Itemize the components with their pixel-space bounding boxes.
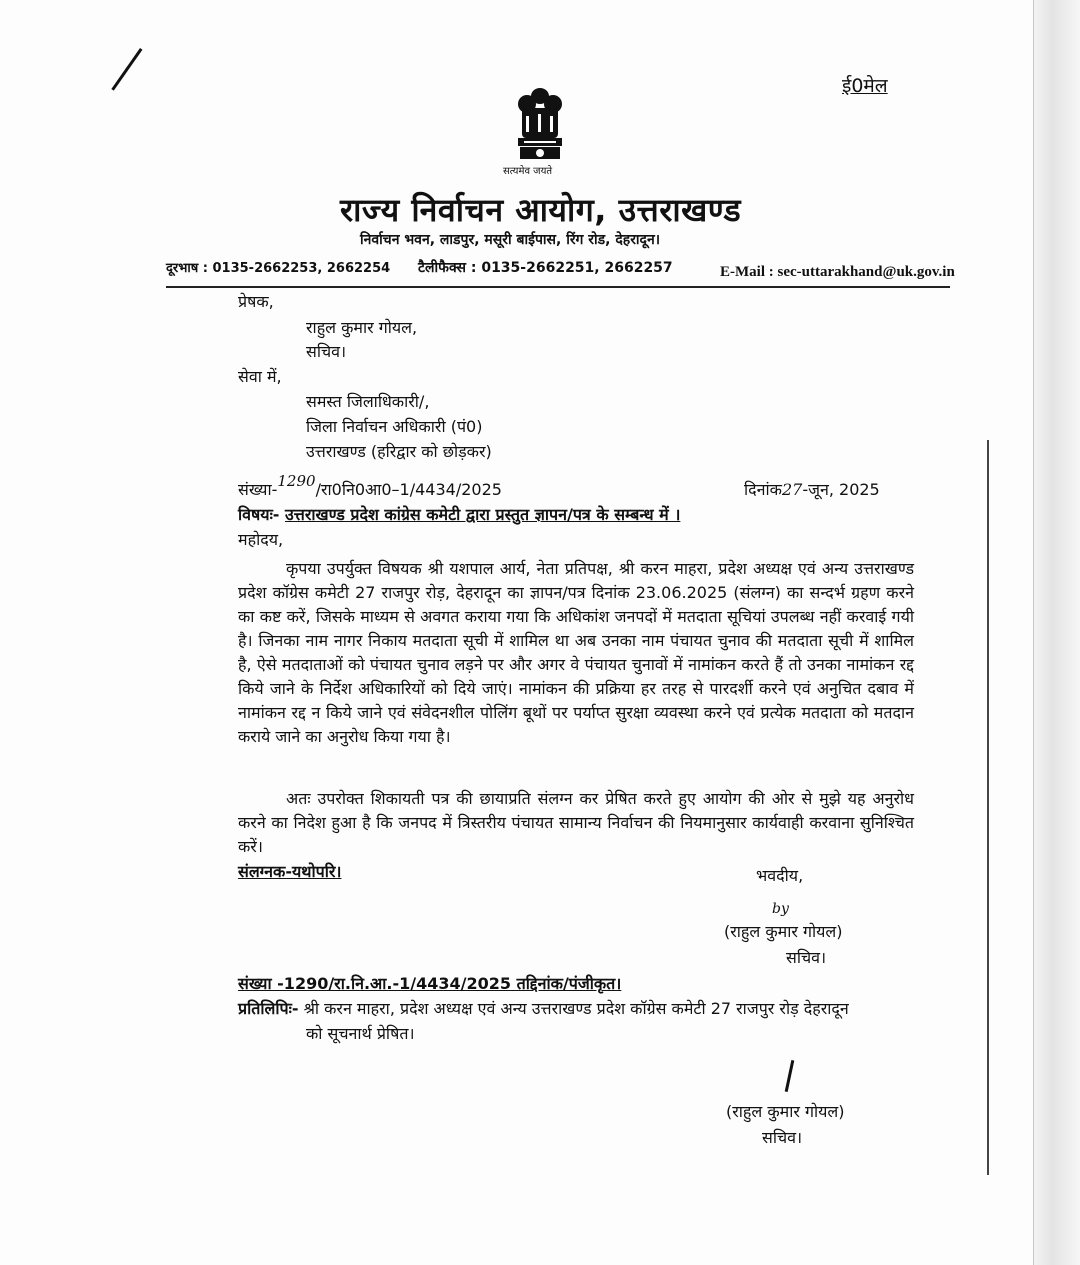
copy-reference-number: संख्या -1290/रा.नि.आ.-1/4434/2025 तद्दिनांक/पंजीकृत। (238, 974, 622, 993)
reference-date-rest: -जून, 2025 (802, 480, 880, 499)
reference-number-label: संख्या- (238, 480, 278, 499)
organization-title: राज्य निर्वाचन आयोग, उत्तराखण्ड (340, 191, 742, 229)
sender-designation: सचिव। (306, 342, 347, 361)
signature-mark (785, 1060, 795, 1092)
reference-number-rest: /रा0नि0आ0–1/4434/2025 (315, 480, 502, 499)
emblem-motto: सत्यमेव जयते (503, 166, 553, 177)
subject-label: विषयः- (238, 505, 280, 524)
copy-label: प्रतिलिपिः- (238, 999, 299, 1018)
recipient-line-2: जिला निर्वाचन अधिकारी (पं0) (306, 417, 483, 436)
recipient-label: सेवा में, (238, 367, 282, 386)
sender-name: राहुल कुमार गोयल, (306, 318, 418, 337)
organization-address: निर्वाचन भवन, लाडपुर, मसूरी बाईपास, रिंग रोड, देहरादून। (360, 232, 661, 248)
reference-date-label: दिनांक (744, 480, 782, 499)
body-paragraph-1: कृपया उपर्युक्त विषयक श्री यशपाल आर्य, नेता प्रतिपक्ष, श्री करन माहरा, प्रदेश अध्यक्ष एवं अन्य उत्तराखण्ड प्रदेश कॉग्रेस कमेटी 27 राजपुर रोड़, देहरादून का ज्ञापन/पत्र दिनांक 23.06.2025 (संलग्न) का सन्दर्भ ग्रहण करने का कष्ट करें, जिसके माध्यम से अवगत कराया गया कि अधिकांश जनपदों में मतदाता सूचियां उपलब्ध नहीं करवाई गयी है। जिनका नाम नागर निकाय मतदाता सूची में शामिल था अब उनका नाम पंचायत चुनाव की मतदाता सूची में शामिल है, ऐसे मतदाताओं को पंचायत चुनाव लड़ने पर और अगर वे पंचायत चुनावों में नामांकन करते हैं तो उनका नामांकन रद्द किये जाने के निर्देश अधिकारियों को दिये जाएं। नामांकन की प्रक्रिया हर तरह से पारदर्शी करने एवं अनुचित दबाव में नामांकन रद्द न किये जाने एवं संवेदनशील पोलिंग बूथों पर पर्याप्त सुरक्षा व्यवस्था करने एवं प्रत्येक मतदाता को मतदान कराये जाने का अनुरोध किया गया है। (238, 559, 914, 746)
recipient-line-1: समस्त जिलाधिकारी/, (306, 392, 430, 411)
salutation: महोदय, (238, 530, 284, 549)
pen-mark (111, 48, 142, 91)
sender-label: प्रेषक, (238, 292, 274, 311)
closing-designation: सचिव। (786, 948, 827, 967)
subject (238, 503, 680, 525)
closing-yours: भवदीय, (756, 866, 804, 885)
copy-signatory-designation: सचिव। (762, 1128, 803, 1147)
signature-initials: by (772, 901, 789, 917)
copy-text-line-1: श्री करन माहरा, प्रदेश अध्यक्ष एवं अन्य उत्तराखण्ड प्रदेश कॉग्रेस कमेटी 27 राजपुर रोड़ देहरादून (303, 999, 849, 1018)
page-edge (1033, 0, 1080, 1265)
recipient-line-3: उत्तराखण्ड (हरिद्वार को छोड़कर) (306, 442, 492, 461)
header-divider (166, 286, 950, 288)
margin-line (987, 440, 989, 1175)
copy-text-line-2: को सूचनार्थ प्रेषित। (306, 1024, 415, 1043)
reference-date (744, 478, 880, 500)
reference-number-handwritten: 1290 (277, 472, 316, 490)
email-tag: ई0मेल (842, 75, 888, 97)
body-paragraph-2: अतः उपरोक्त शिकायती पत्र की छायाप्रति संलग्न कर प्रेषित करते हुए आयोग की ओर से मुझे यह अनुरोध करने का निदेश हुआ है कि जनपद में त्रिस्तरीय पंचायत सामान्य निर्वाचन की नियमानुसार कार्यवाही करवाना सुनिश्चित करें। (238, 789, 914, 856)
email-address: E-Mail : sec-uttarakhand@uk.gov.in (720, 264, 955, 280)
telefax-number: टैलीफैक्स : 0135-2662251, 2662257 (418, 260, 673, 276)
reference-date-handwritten: 27 (781, 480, 803, 499)
ashoka-emblem-icon (510, 84, 570, 166)
copy-line-1 (238, 997, 849, 1019)
enclosure-note: संलग्नक-यथोपरि। (238, 862, 342, 881)
closing-name: (राहुल कुमार गोयल) (724, 922, 843, 941)
copy-signatory-name: (राहुल कुमार गोयल) (726, 1102, 845, 1121)
phone-number: दूरभाष : 0135-2662253, 2662254 (166, 261, 391, 276)
reference-number (238, 472, 502, 500)
subject-text: उत्तराखण्ड प्रदेश कांग्रेस कमेटी द्वारा प्रस्तुत ज्ञापन/पत्र के सम्बन्ध में । (285, 505, 681, 524)
